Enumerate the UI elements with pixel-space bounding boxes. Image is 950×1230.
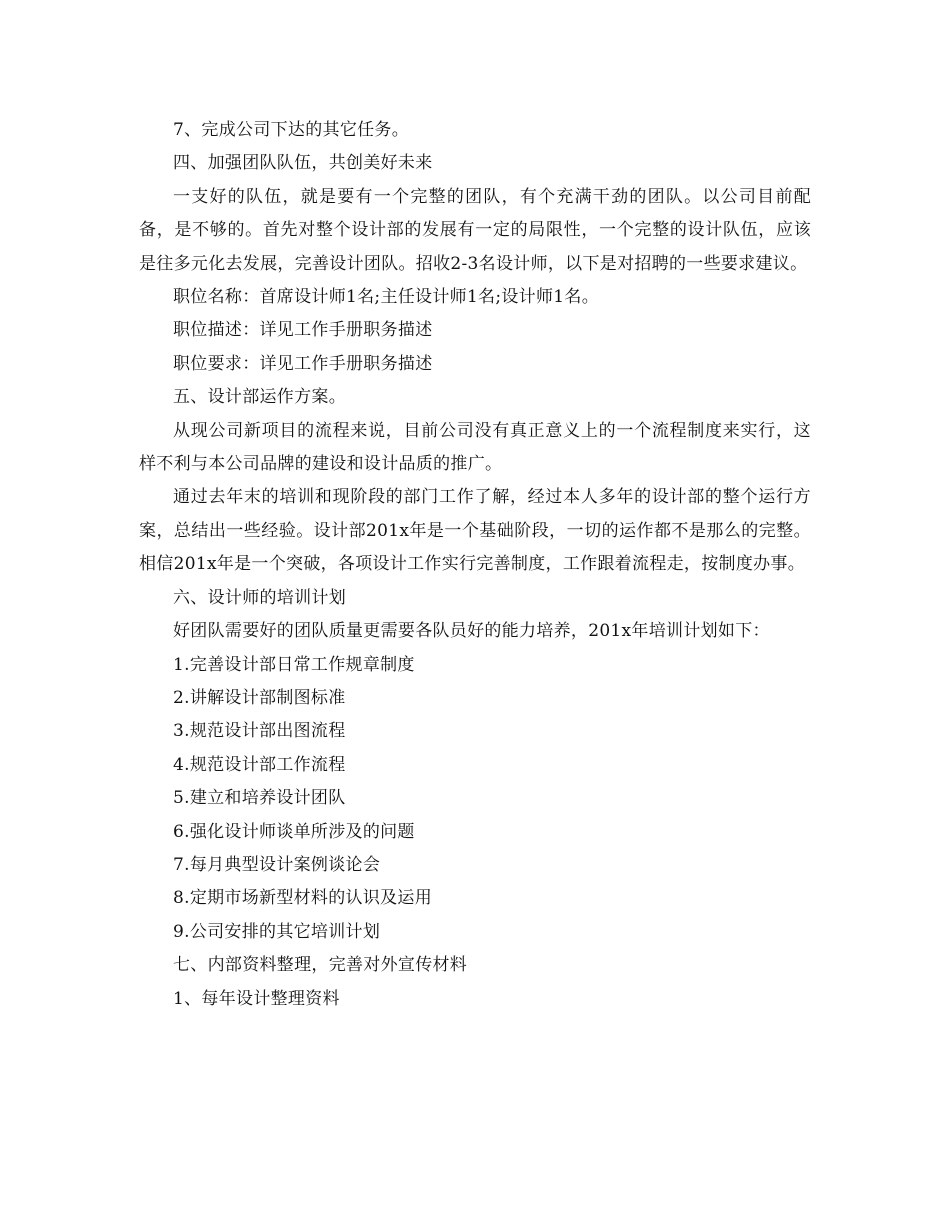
paragraph: 通过去年末的培训和现阶段的部门工作了解，经过本人多年的设计部的整个运行方案，总结出一些经验。设计部201x年是一个基础阶段，一切的运作都不是那么的完整。相信201x年是一个突破，各项设计工作实行完善制度，工作跟着流程走，按制度办事。	[139, 487, 811, 575]
list-item: 4.规范设计部工作流程	[173, 754, 346, 775]
paragraph: 7、完成公司下达的其它任务。	[173, 120, 410, 140]
list-item: 5.建立和培养设计团队	[173, 788, 346, 809]
list-item: 7.每月典型设计案例谈论会	[173, 854, 381, 875]
section-heading: 六、设计师的培训计划	[173, 587, 346, 608]
document-body	[139, 114, 811, 1016]
list-item: 2.讲解设计部制图标准	[173, 687, 346, 708]
paragraph: 职位名称：首席设计师1名;主任设计师1名;设计师1名。	[173, 287, 600, 308]
list-item: 3.规范设计部出图流程	[173, 721, 346, 742]
list-item: 9.公司安排的其它培训计划	[173, 921, 381, 942]
section-heading: 五、设计部运作方案。	[173, 387, 346, 408]
list-item: 1.完善设计部日常工作规章制度	[173, 654, 415, 675]
paragraph: 一支好的队伍，就是要有一个完整的团队，有个充满干劲的团队。以公司目前配备，是不够的。首先对整个设计部的发展有一定的局限性，一个完整的设计队伍，应该是往多元化去发展，完善设计团队。招收2-3名设计师，以下是对招聘的一些要求建议。	[139, 186, 811, 274]
section-heading: 七、内部资料整理，完善对外宣传材料	[173, 955, 468, 976]
paragraph: 职位要求：详见工作手册职务描述	[173, 353, 433, 374]
list-item: 1、每年设计整理资料	[173, 988, 340, 1009]
paragraph: 从现公司新项目的流程来说，目前公司没有真正意义上的一个流程制度来实行，这样不利与本公司品牌的建设和设计品质的推广。	[139, 420, 811, 475]
paragraph: 好团队需要好的团队质量更需要各队员好的能力培养，201x年培训计划如下：	[173, 621, 770, 642]
section-heading: 四、加强团队队伍，共创美好未来	[173, 153, 433, 174]
list-item: 6.强化设计师谈单所涉及的问题	[173, 821, 415, 842]
list-item: 8.定期市场新型材料的认识及运用	[173, 888, 433, 909]
paragraph: 职位描述：详见工作手册职务描述	[173, 320, 433, 341]
